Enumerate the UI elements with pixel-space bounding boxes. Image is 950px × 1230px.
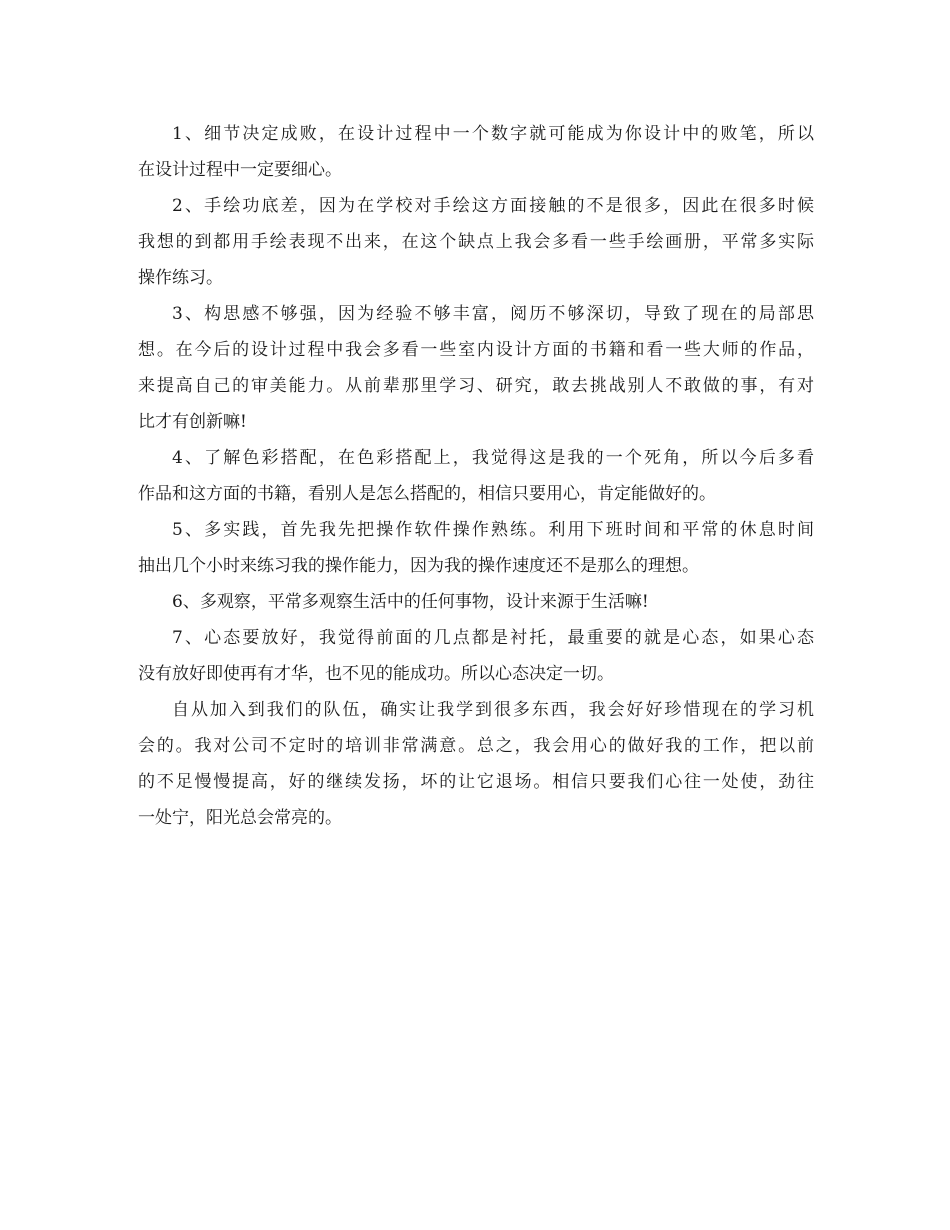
text-line: 抽出几个小时来练习我的操作能力，因为我的操作速度还不是那么的理想。: [138, 556, 699, 576]
text-line: 我想的到都用手绘表现不出来，在这个缺点上我会多看一些手绘画册，平常多实际: [138, 232, 814, 252]
text-line: 比才有创新嘛!: [138, 412, 247, 432]
paragraph-item-7: [138, 620, 814, 692]
text-line: 操作练习。: [138, 268, 223, 288]
document-body: [138, 116, 814, 836]
text-line: 6、多观察，平常多观察生活中的任何事物，设计来源于生活嘛!: [172, 592, 649, 612]
text-line: 作品和这方面的书籍，看别人是怎么搭配的，相信只要用心，肯定能做好的。: [138, 484, 716, 504]
text-line: 一处宁，阳光总会常亮的。: [138, 808, 342, 828]
text-line: 来提高自己的审美能力。从前辈那里学习、研究，敢去挑战别人不敢做的事，有对: [138, 376, 814, 396]
text-line: 的不足慢慢提高，好的继续发扬，坏的让它退场。相信只要我们心往一处使，劲往: [138, 772, 814, 792]
text-line: 3、构思感不够强，因为经验不够丰富，阅历不够深切，导致了现在的局部思: [172, 304, 814, 324]
paragraph-item-4: [138, 440, 814, 512]
text-line: 没有放好即使再有才华，也不见的能成功。所以心态决定一切。: [138, 664, 614, 684]
paragraph-item-1: [138, 116, 814, 188]
text-line: 2、手绘功底差，因为在学校对手绘这方面接触的不是很多，因此在很多时候: [172, 196, 814, 216]
paragraph-item-3: [138, 296, 814, 440]
text-line: 4、了解色彩搭配，在色彩搭配上，我觉得这是我的一个死角，所以今后多看: [172, 448, 814, 468]
text-line: 自从加入到我们的队伍，确实让我学到很多东西，我会好好珍惜现在的学习机: [172, 700, 814, 720]
text-line: 在设计过程中一定要细心。: [138, 160, 342, 180]
text-line: 7、心态要放好，我觉得前面的几点都是衬托，最重要的就是心态，如果心态: [172, 628, 814, 648]
paragraph-item-5: [138, 512, 814, 584]
text-line: 5、多实践，首先我先把操作软件操作熟练。利用下班时间和平常的休息时间: [172, 520, 814, 540]
paragraph-item-6: [138, 584, 814, 620]
text-line: 1、细节决定成败，在设计过程中一个数字就可能成为你设计中的败笔，所以: [172, 124, 814, 144]
paragraph-item-2: [138, 188, 814, 296]
text-line: 会的。我对公司不定时的培训非常满意。总之，我会用心的做好我的工作，把以前: [138, 736, 814, 756]
paragraph-closing: [138, 692, 814, 836]
text-line: 想。在今后的设计过程中我会多看一些室内设计方面的书籍和看一些大师的作品，: [138, 340, 814, 360]
